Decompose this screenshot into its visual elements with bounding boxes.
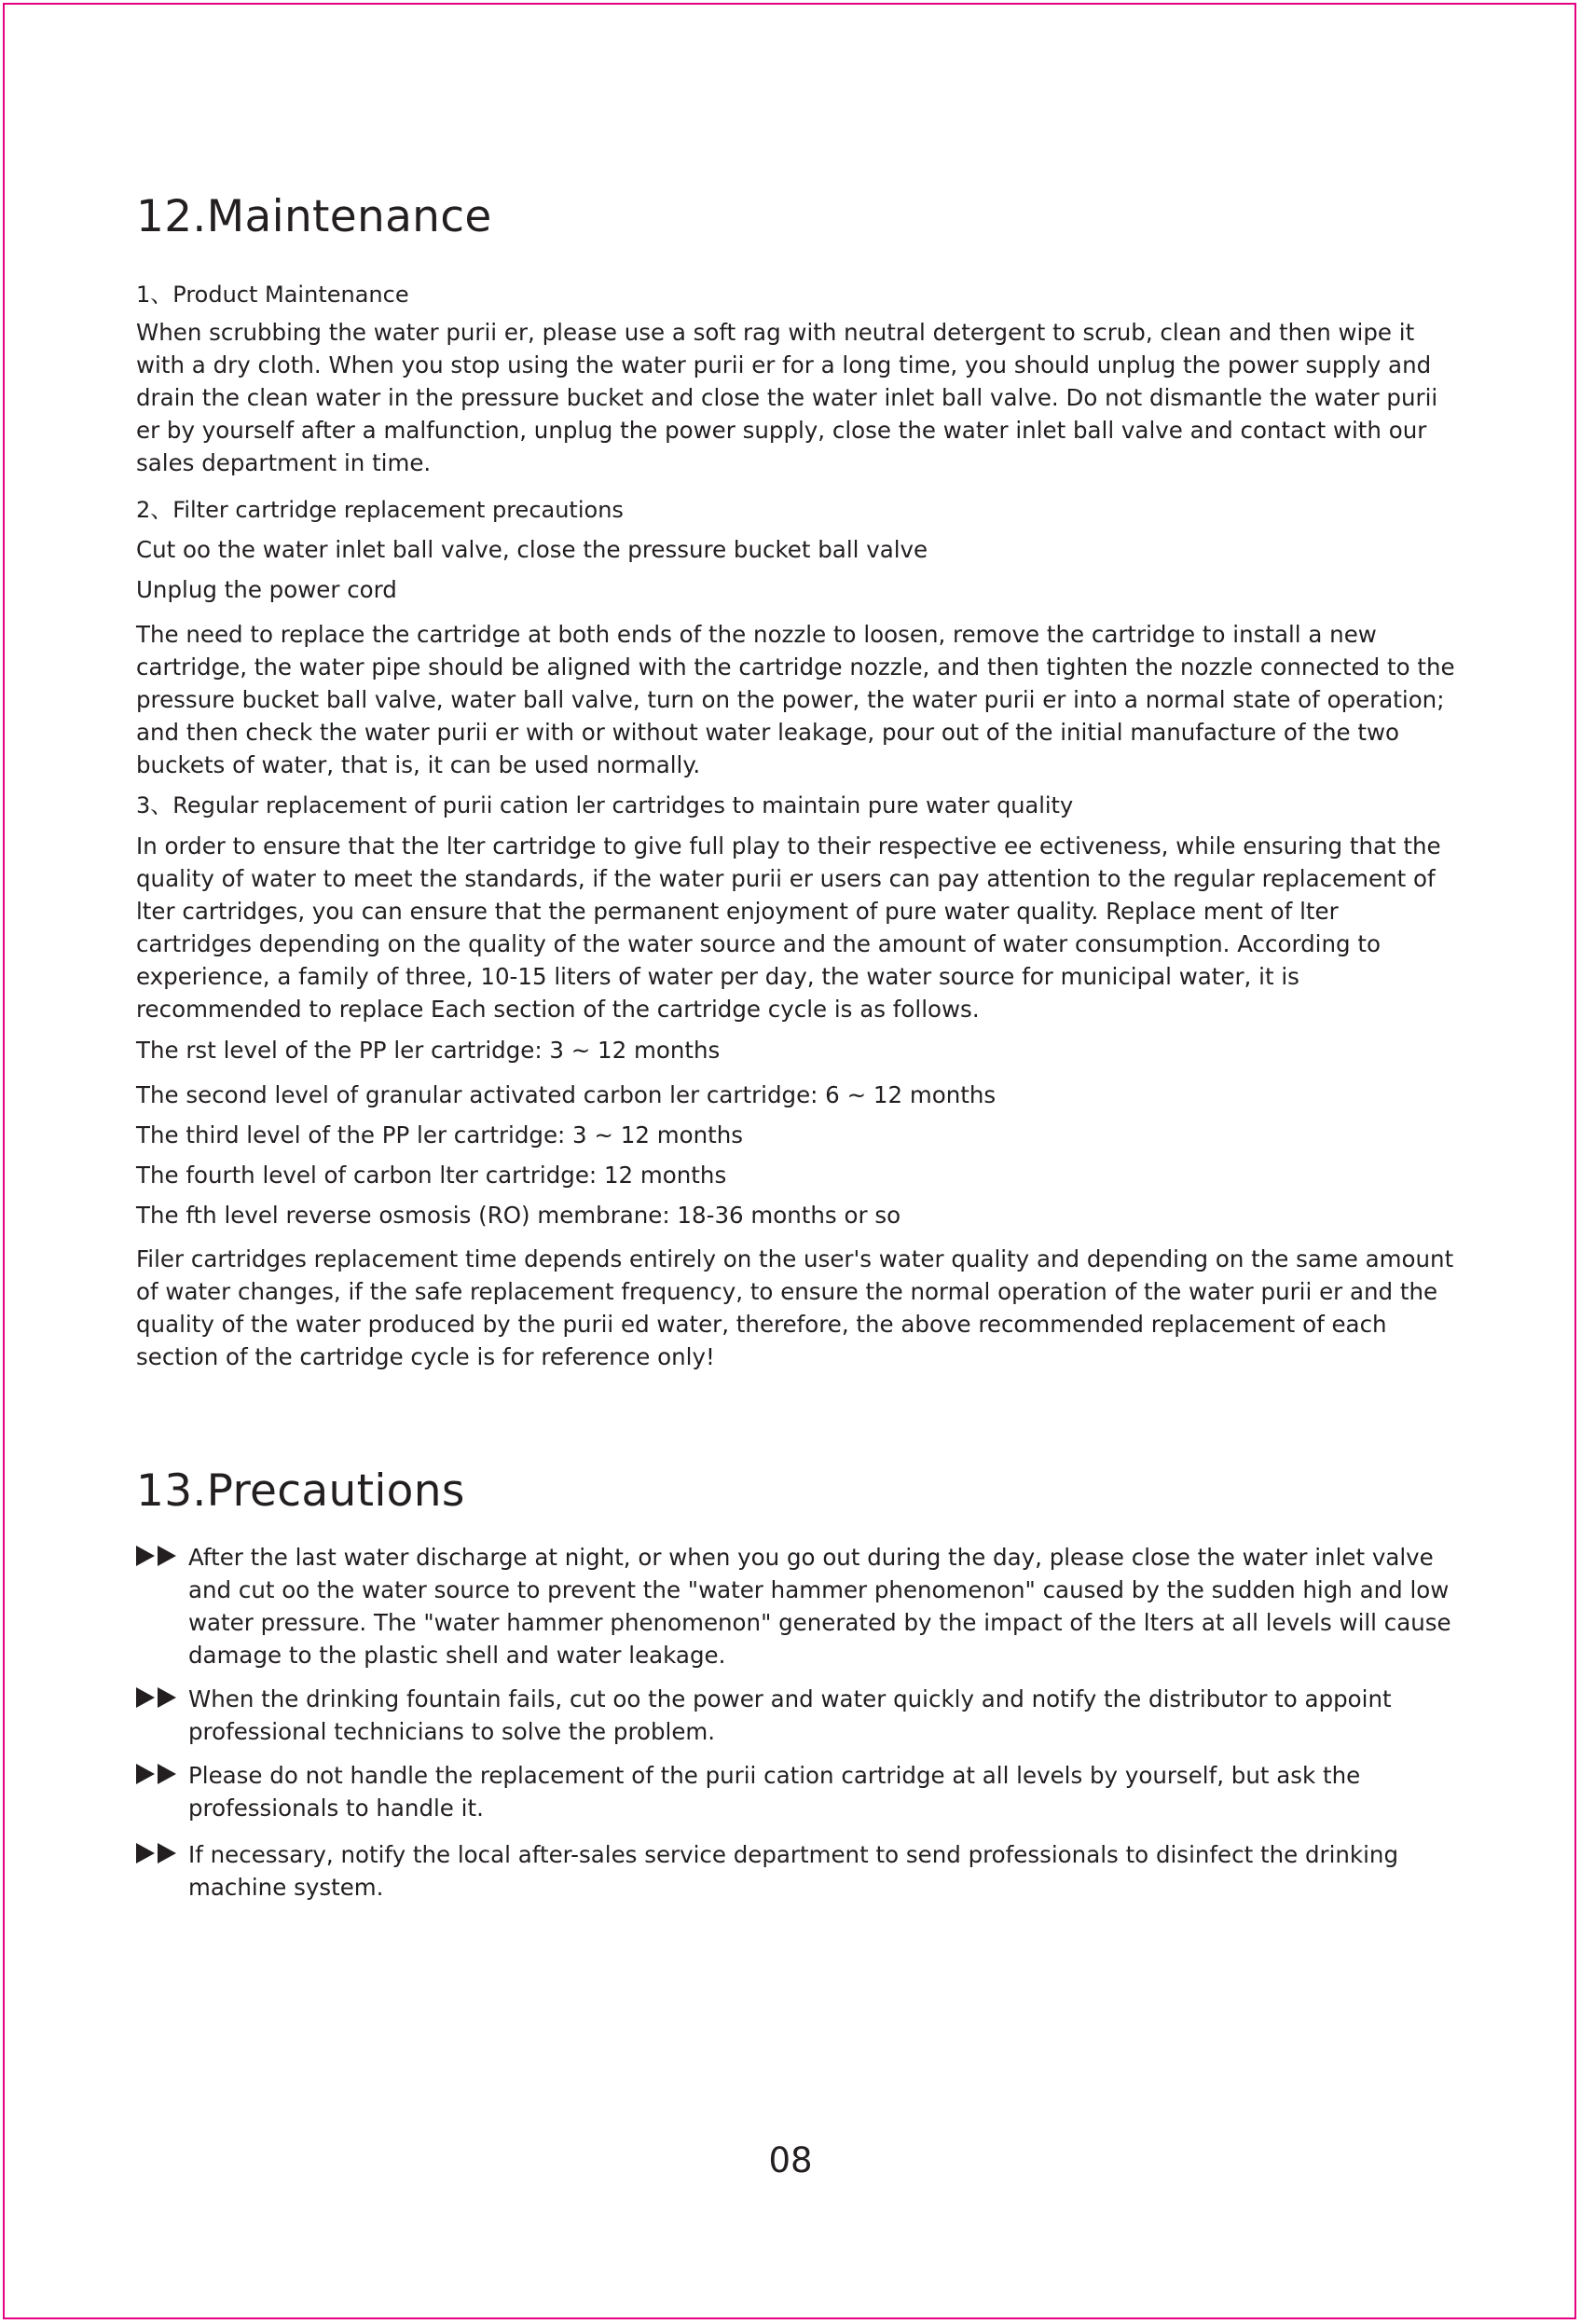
precautions-heading: 13.Precautions: [136, 1465, 465, 1517]
filter-precautions-title: 2、Filter cartridge replacement precautions: [136, 497, 624, 523]
precaution-text: When the drinking fountain fails, cut oo the power and water quickly and notify the distributor to appoint professional technicians to solve the problem.: [188, 1685, 1392, 1745]
product-maintenance-title: 1、Product Maintenance: [136, 282, 409, 308]
precaution-text: If necessary, notify the local after-sales service department to send professionals to disinfect the drinking machine system.: [188, 1841, 1398, 1901]
precaution-text: Please do not handle the replacement of the purii cation cartridge at all levels by yourself, but ask the professionals to handle it.: [188, 1762, 1361, 1822]
regular-replacement-title: 3、Regular replacement of purii cation ler cartridges to maintain pure water quality: [136, 792, 1074, 818]
double-triangle-icon: [136, 1843, 183, 1863]
product-maintenance-text: When scrubbing the water purii er, please use a soft rag with neutral detergent to scrub, clean and then wipe it with a dry cloth. When you stop using the water purii er for a long time, you should unplug the power supply and drain the clean water in the pressure bucket and close the water inlet ball valve. Do not dismantle the water purii er by yourself after a malfunction, unplug the power supply, close the water inlet ball valve and contact with our sales department in time.: [136, 319, 1438, 476]
precaution-text: After the last water discharge at night, or when you go out during the day, please close the water inlet valve and cut oo the water source to prevent the "water hammer phenomenon" caused by the sudden high and low water pressure. The "water hammer phenomenon" generated by the impact of the lters at all levels will cause damage to the plastic shell and water leakage.: [188, 1544, 1451, 1669]
filter-step-valve: Cut oo the water inlet ball valve, close the pressure bucket ball valve: [136, 536, 928, 563]
regular-replacement-text: In order to ensure that the lter cartridge to give full play to their respective ee ectiveness, while ensuring that the quality of water to meet the standards, if the water purii er users can pay attention to the regular replacement of lter cartridges, you can ensure that the permanent enjoyment of pure water quality. Replace ment of lter cartridges depending on the quality of the water source and the amount of water consumption. According to experience, a family of three, 10-15 liters of water per day, the water source for municipal water, it is recommended to replace Each section of the cartridge cycle is as follows.: [136, 832, 1441, 1023]
page-number: 08: [768, 2140, 813, 2180]
level-5-item: The fth level reverse osmosis (RO) membrane: 18-36 months or so: [136, 1202, 901, 1229]
double-triangle-icon: [136, 1764, 183, 1784]
filter-step-unplug: Unplug the power cord: [136, 576, 397, 603]
double-triangle-icon: [136, 1687, 183, 1708]
level-2-item: The second level of granular activated carbon ler cartridge: 6 ~ 12 months: [136, 1081, 997, 1108]
double-triangle-icon: [136, 1546, 183, 1566]
maintenance-heading: 12.Maintenance: [136, 191, 492, 242]
level-4-item: The fourth level of carbon lter cartridge: 12 months: [136, 1162, 727, 1189]
level-1-item: The rst level of the PP ler cartridge: 3 ~ 12 months: [136, 1037, 721, 1064]
level-3-item: The third level of the PP ler cartridge: 3 ~ 12 months: [136, 1121, 743, 1148]
filter-replacement-text: The need to replace the cartridge at both ends of the nozzle to loosen, remove the cartridge to install a new cartridge, the water pipe should be aligned with the cartridge nozzle, and then tighten the nozzle connected to the pressure bucket ball valve, water ball valve, turn on the power, the water purii er into a normal state of operation; and then check the water purii er with or without water leakage, pour out of the initial manufacture of the two buckets of water, that is, it can be used normally.: [136, 621, 1455, 778]
replacement-note: Filer cartridges replacement time depends entirely on the user's water quality and depending on the same amount of water changes, if the safe replacement frequency, to ensure the normal operation of the water purii er and the quality of the water produced by the purii ed water, therefore, the above recommended replacement of each section of the cartridge cycle is for reference only!: [136, 1245, 1454, 1370]
